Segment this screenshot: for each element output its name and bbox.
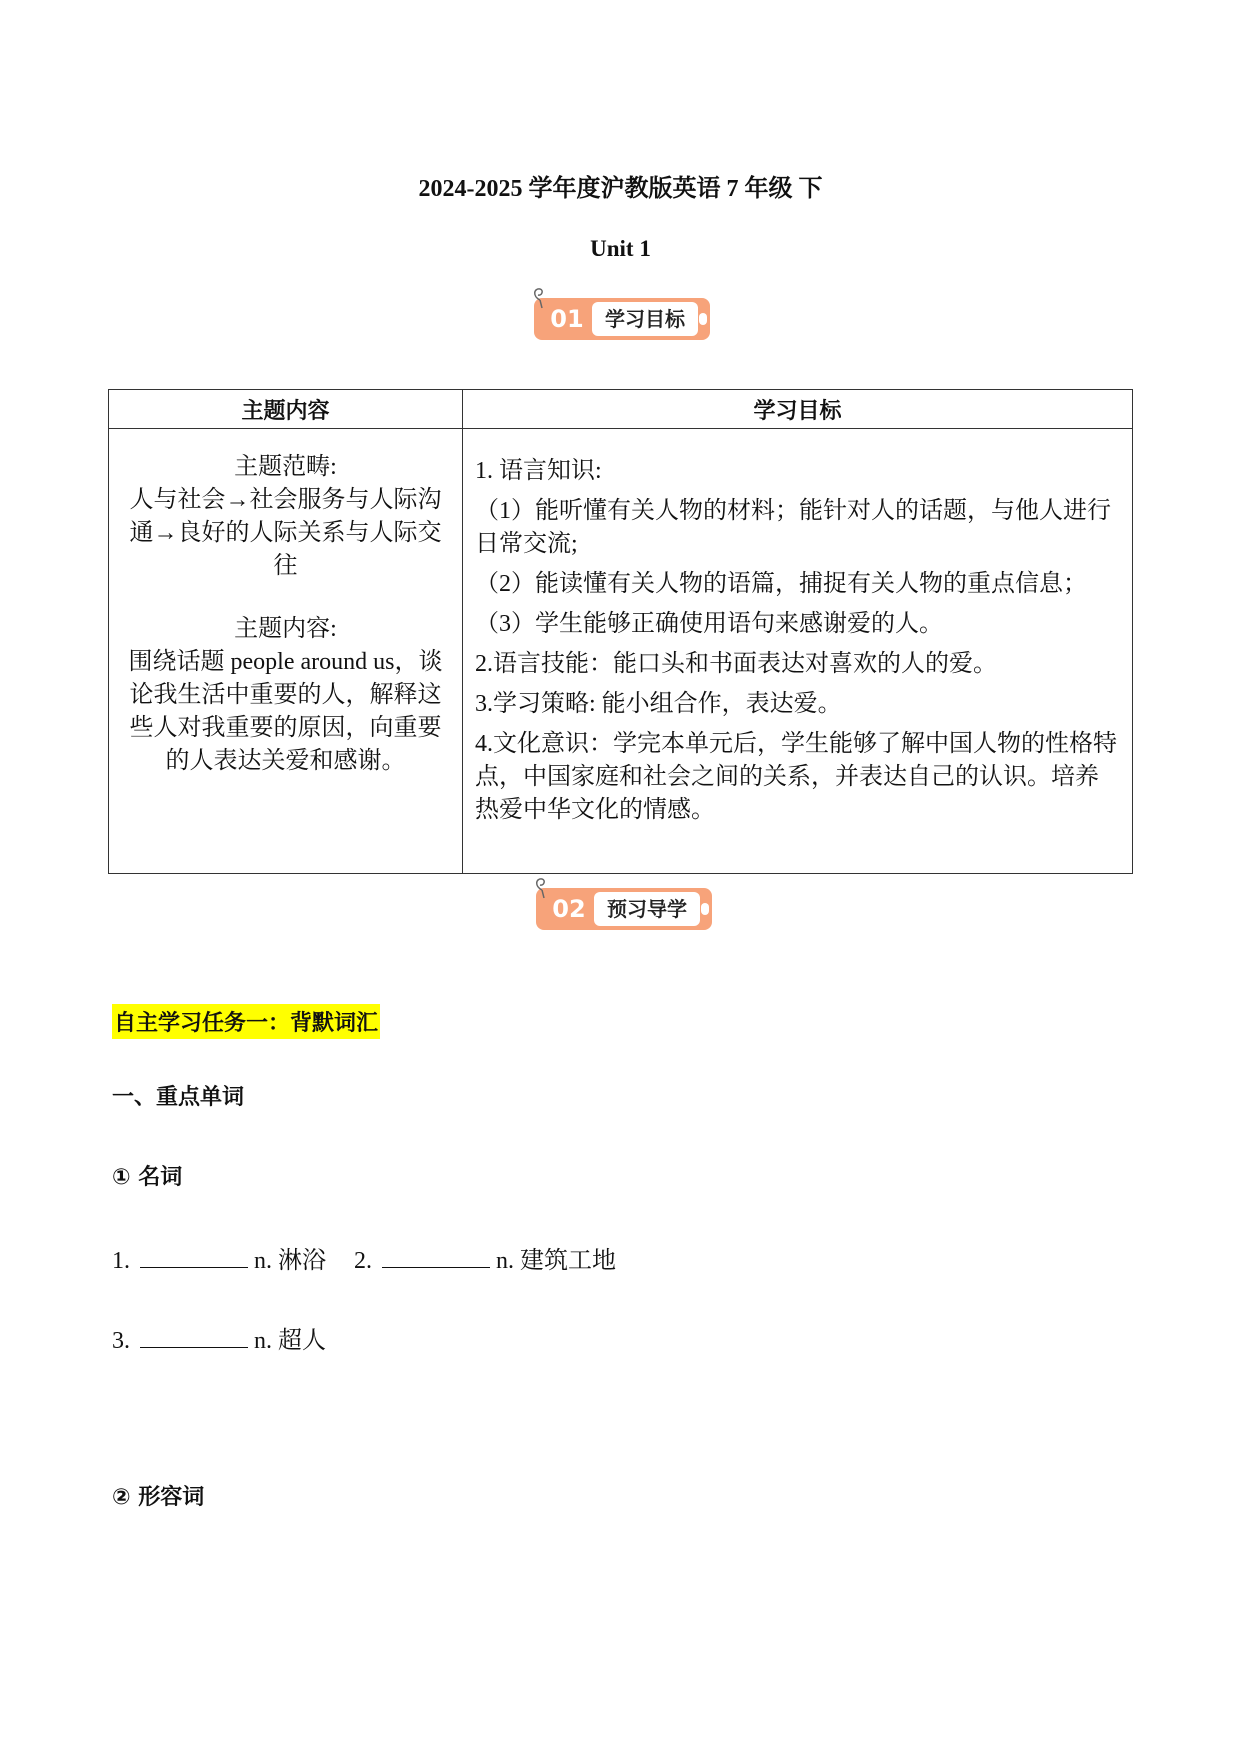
objectives-table <box>108 389 1133 874</box>
vocab-number: 1. <box>112 1248 130 1274</box>
badge-notch <box>699 313 707 325</box>
table-header-goals: 学习目标 <box>463 390 1133 429</box>
goals-cell <box>463 429 1133 874</box>
unit-title: Unit 1 <box>590 236 651 261</box>
goal-line: 3.学习策略: 能小组合作，表达爱。 <box>475 691 842 717</box>
answer-blank[interactable] <box>140 1327 248 1348</box>
subsection-adjectives: ② 形容词 <box>112 1485 205 1510</box>
goal-line: （3）学生能够正确使用语句来感谢爱的人。 <box>475 611 943 637</box>
goal-line: 4.文化意识：学完本单元后，学生能够了解中国人物的性格特点，中国家庭和社会之间的关系，并表达自己的认识。培养热爱中华文化的情感。 <box>475 731 1117 823</box>
vocab-definition: n. 建筑工地 <box>496 1248 616 1274</box>
document-title: 2024-2025 学年度沪教版英语 7 年级 下 <box>418 176 823 202</box>
content-label: 主题内容: <box>234 616 337 642</box>
scope-text: 人与社会→社会服务与人际沟通→良好的人际关系与人际交往 <box>129 487 442 579</box>
scope-label: 主题范畴: <box>234 454 337 480</box>
badge-number: 02 <box>552 895 586 923</box>
vocab-definition: n. 淋浴 <box>254 1248 326 1274</box>
table-row <box>109 429 1133 874</box>
table-header-topic: 主题内容 <box>109 390 463 429</box>
goal-line: 1. 语言知识: <box>475 458 602 484</box>
badge-number: 01 <box>550 305 584 333</box>
badge-label: 预习导学 <box>594 892 700 926</box>
vocab-line <box>112 1320 326 1355</box>
vocab-line <box>112 1240 616 1275</box>
section-heading: 一、重点单词 <box>112 1085 245 1110</box>
badge-label: 学习目标 <box>592 302 698 336</box>
topic-cell <box>109 429 463 874</box>
goal-line: 2.语言技能：能口头和书面表达对喜欢的人的爱。 <box>475 651 997 677</box>
vocab-number: 3. <box>112 1328 130 1354</box>
ribbon-clip-icon <box>530 876 560 906</box>
vocab-definition: n. 超人 <box>254 1328 326 1354</box>
answer-blank[interactable] <box>140 1247 248 1268</box>
section-badge-objectives <box>528 286 716 344</box>
badge-notch <box>701 903 709 915</box>
goal-line: （1）能听懂有关人物的材料；能针对人的话题，与他人进行日常交流; <box>475 498 1111 557</box>
section-badge-preview <box>530 876 718 934</box>
table-header-row <box>109 390 1133 429</box>
content-text: 围绕话题 people around us，谈论我生活中重要的人，解释这些人对我重要的原因，向重要的人表达关爱和感谢。 <box>128 649 443 774</box>
vocab-number: 2. <box>354 1248 372 1274</box>
task-heading: 自主学习任务一：背默词汇 <box>112 1004 380 1039</box>
goal-line: （2）能读懂有关人物的语篇，捕捉有关人物的重点信息； <box>475 571 1087 597</box>
ribbon-clip-icon <box>528 286 558 316</box>
answer-blank[interactable] <box>382 1247 490 1268</box>
subsection-nouns: ① 名词 <box>112 1165 183 1190</box>
